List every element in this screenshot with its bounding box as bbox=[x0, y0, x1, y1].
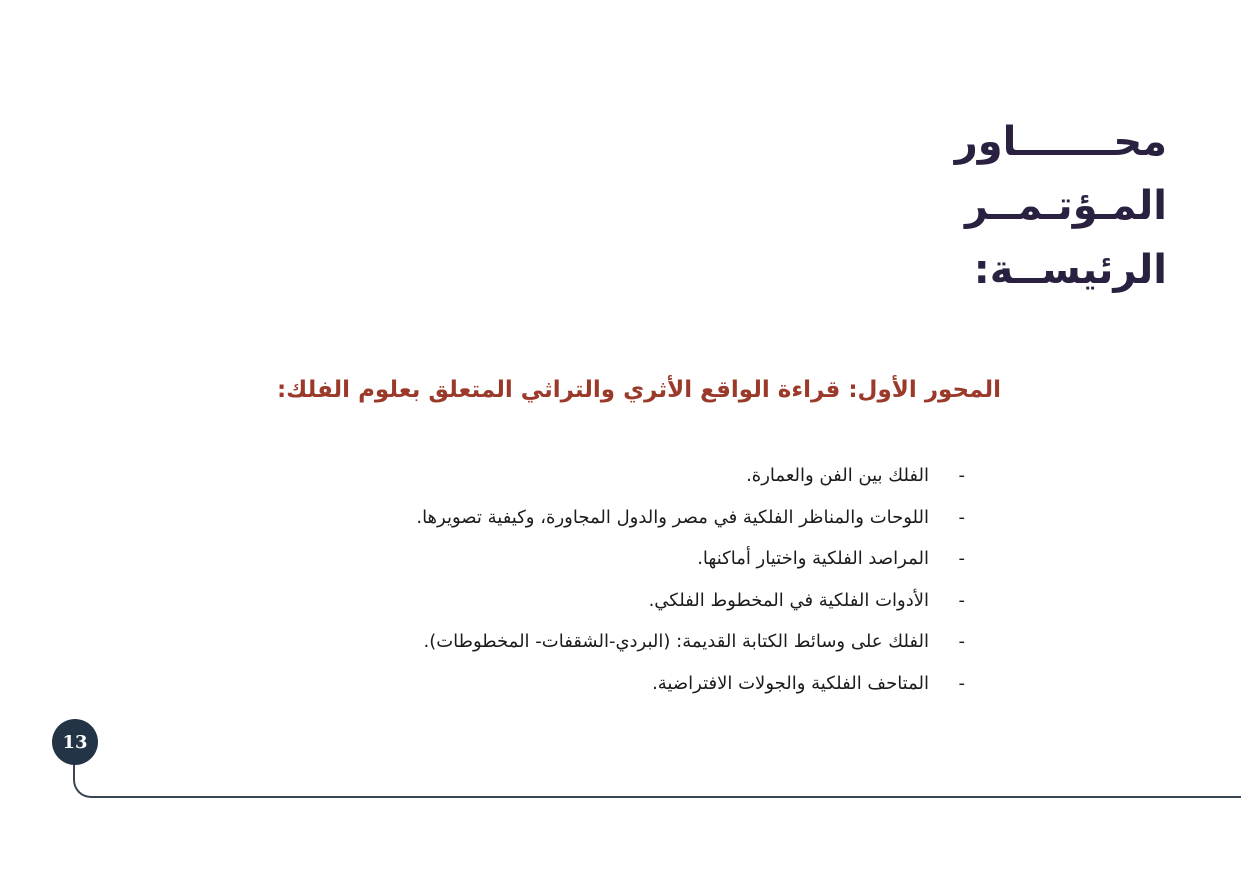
list-item-text: المراصد الفلكية واختيار أماكنها. bbox=[697, 548, 929, 570]
bullet-dash: - bbox=[958, 548, 965, 570]
heading-line-3: الرئيســة: bbox=[973, 247, 1167, 293]
list-item bbox=[245, 538, 965, 580]
bullet-dash: - bbox=[958, 465, 965, 486]
footer-rule bbox=[73, 764, 1241, 798]
bullet-dash: - bbox=[958, 506, 965, 528]
list-item-text: اللوحات والمناظر الفلكية في مصر والدول المجاورة، وكيفية تصويرها. bbox=[416, 506, 929, 528]
list-item bbox=[245, 497, 965, 539]
list-item-text: المتاحف الفلكية والجولات الافتراضية. bbox=[652, 672, 929, 694]
bullet-dash: - bbox=[958, 672, 965, 694]
list-item bbox=[245, 580, 965, 622]
list-item-text: الفلك بين الفن والعمارة. bbox=[746, 465, 929, 486]
list-item bbox=[245, 663, 965, 705]
heading-line-1: محـــــــاور bbox=[954, 119, 1167, 165]
conference-axes-heading bbox=[867, 110, 1167, 302]
page-number-badge bbox=[52, 719, 98, 765]
heading-line-2: المـؤتـمــر bbox=[964, 183, 1167, 229]
list-item-text: الأدوات الفلكية في المخطوط الفلكي. bbox=[648, 589, 929, 611]
list-item bbox=[245, 621, 965, 663]
first-axis-topic-list bbox=[245, 455, 965, 705]
first-axis-title: المحور الأول: قراءة الواقع الأثري والتراثي المتعلق بعلوم الفلك: bbox=[276, 377, 1001, 403]
list-item bbox=[245, 455, 965, 497]
list-item-text: الفلك على وسائط الكتابة القديمة: (البردي-الشقفات- المخطوطات). bbox=[423, 631, 929, 653]
bullet-dash: - bbox=[958, 631, 965, 653]
page-number: 13 bbox=[62, 731, 88, 753]
bullet-dash: - bbox=[958, 589, 965, 611]
